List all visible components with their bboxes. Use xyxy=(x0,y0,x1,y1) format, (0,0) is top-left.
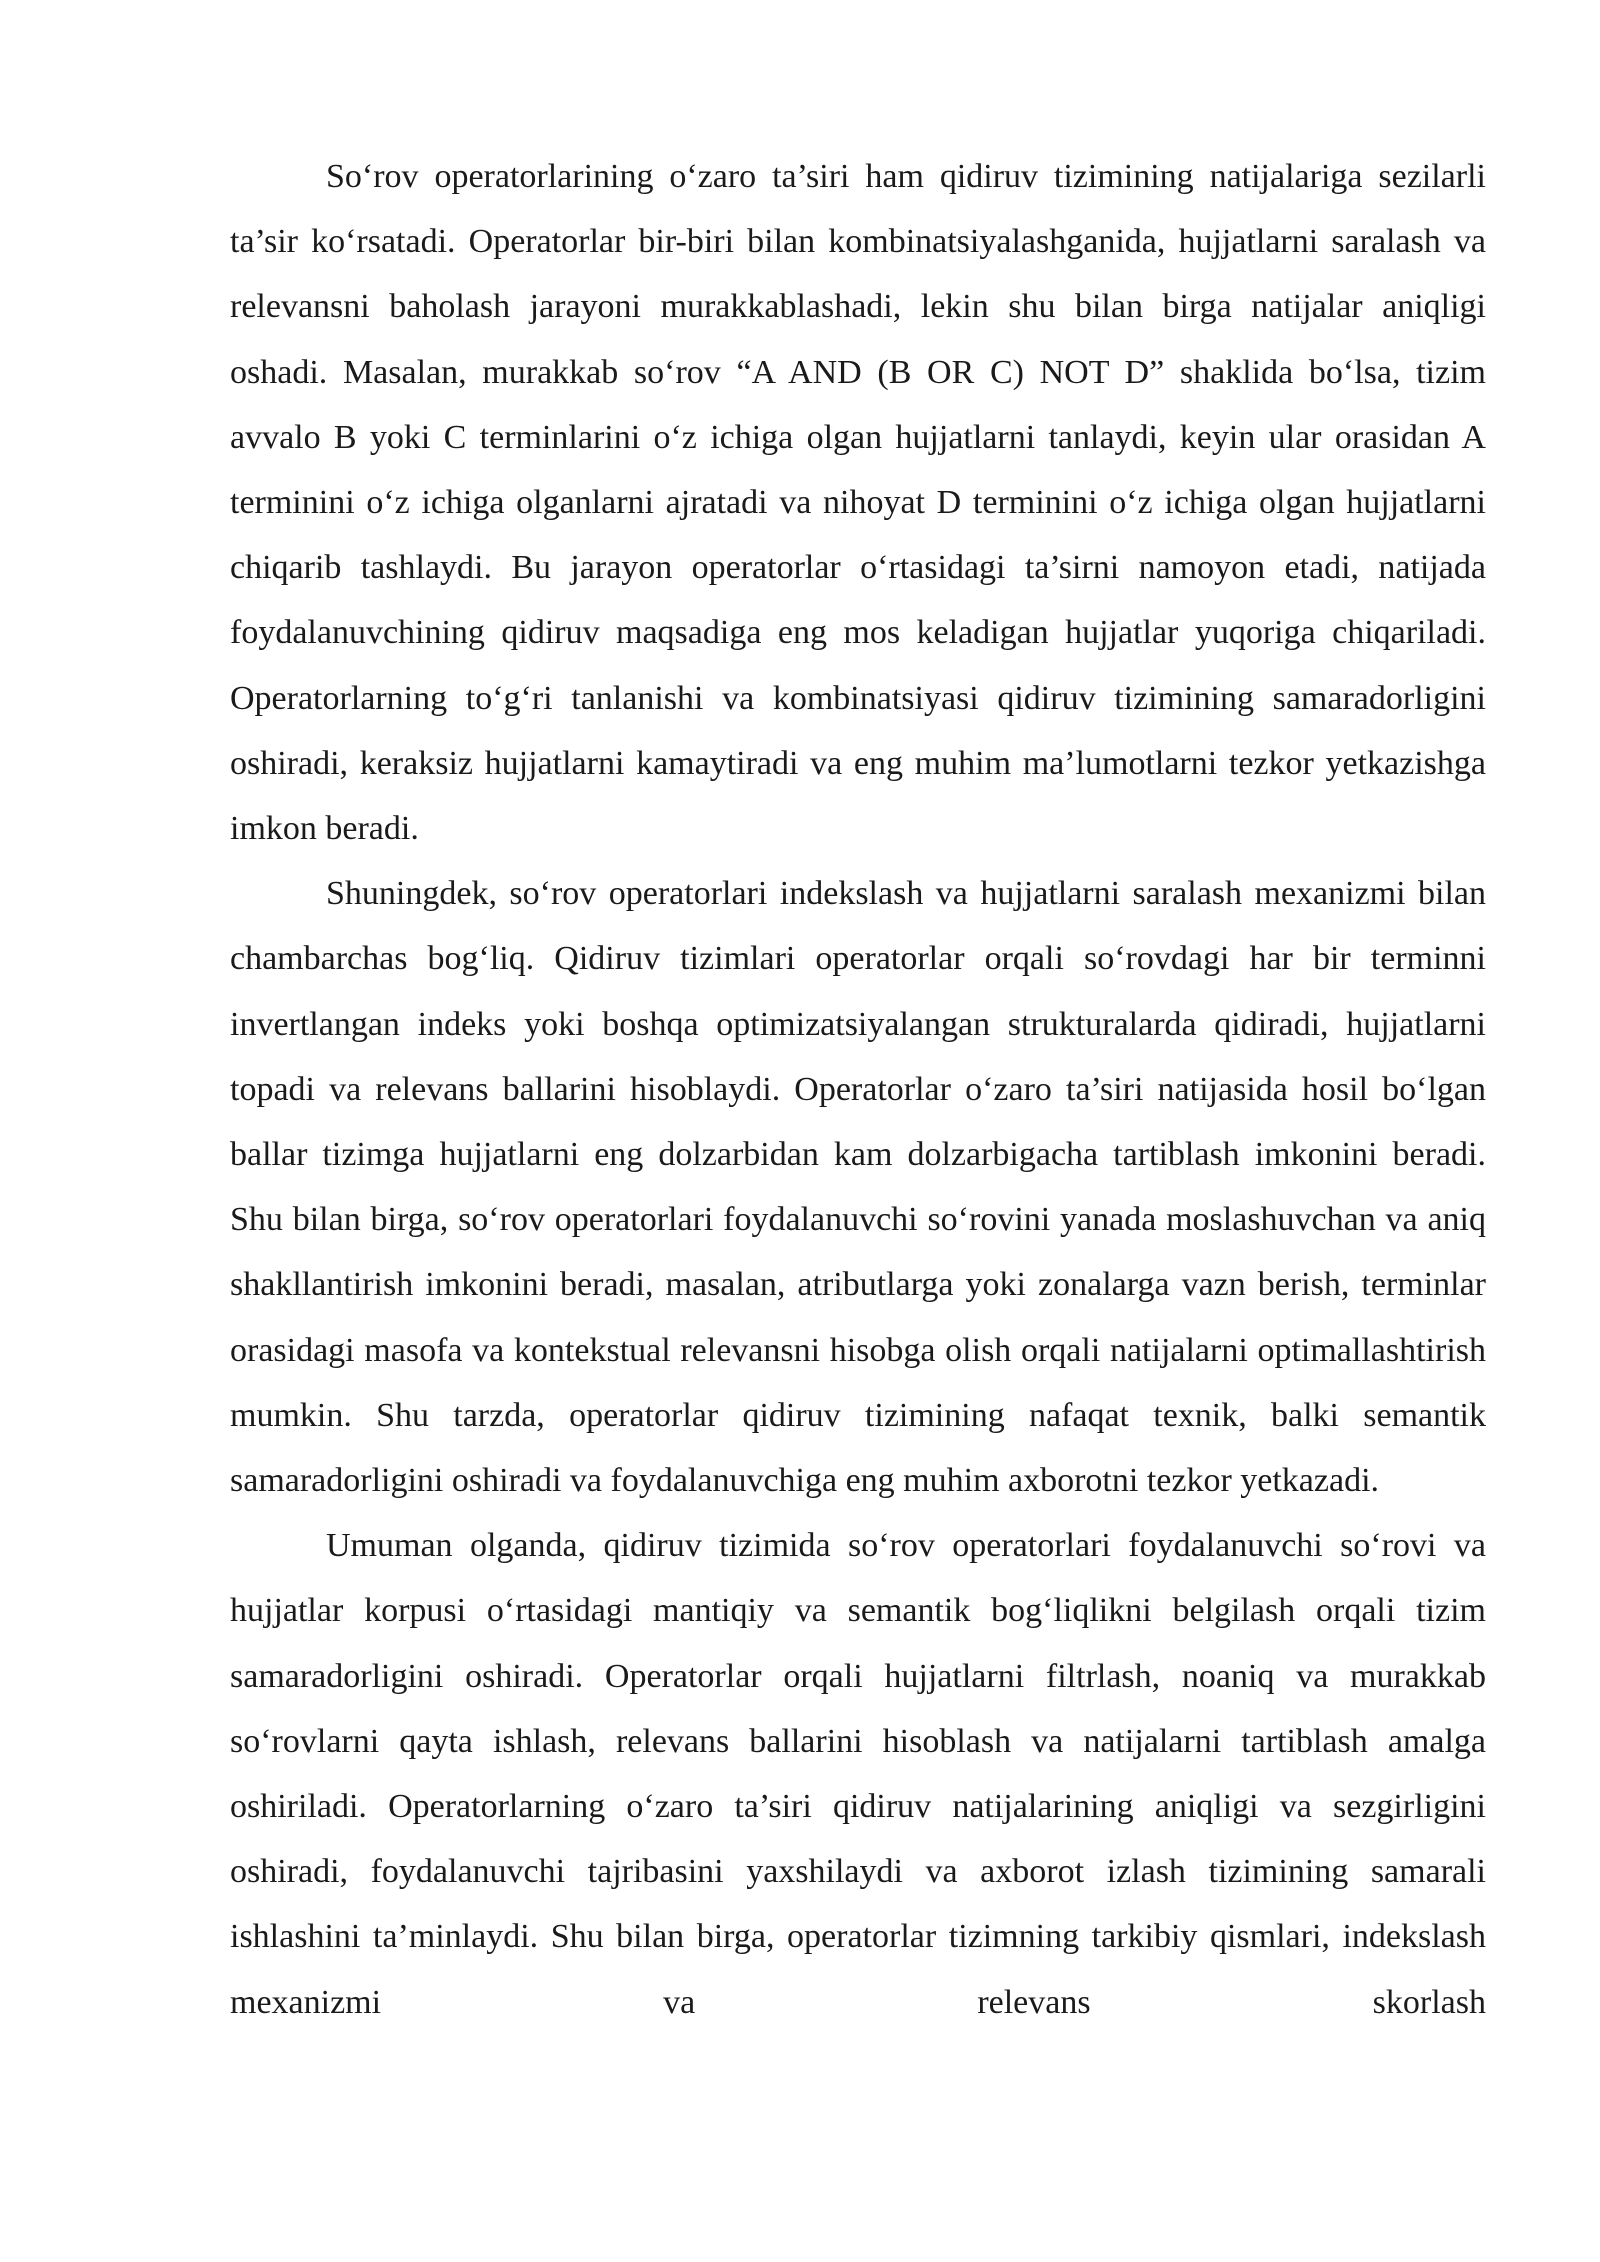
paragraph-2: Shuningdek, so‘rov operatorlari indekslash va hujjatlarni saralash mexanizmi bilan chambarchas bog‘liq. Qidiruv tizimlari operatorlar orqali so‘rovdagi har bir terminni invertlangan indeks yoki boshqa optimizatsiyalangan strukturalarda qidiradi, hujjatlarni topadi va relevans ballarini hisoblaydi. Operatorlar o‘zaro ta’siri natijasida hosil bo‘lgan ballar tizimga hujjatlarni eng dolzarbidan kam dolzarbigacha tartiblash imkonini beradi. Shu bilan birga, so‘rov operatorlari foydalanuvchi so‘rovini yanada moslashuvchan va aniq shakllantirish imkonini beradi, masalan, atributlarga yoki zonalarga vazn berish, terminlar orasidagi masofa va kontekstual relevansni hisobga olish orqali natijalarni optimallashtirish mumkin. Shu tarzda, operatorlar qidiruv tizimining nafaqat texnik, balki semantik samaradorligini oshiradi va foydalanuvchiga eng muhim axborotni tezkor yetkazadi. xyxy=(230,875,1486,1500)
paragraph-3: Umuman olganda, qidiruv tizimida so‘rov operatorlari foydalanuvchi so‘rovi va hujjatlar korpusi o‘rtasidagi mantiqiy va semantik bog‘liqlikni belgilash orqali tizim samaradorligini oshiradi. Operatorlar orqali hujjatlarni filtrlash, noaniq va murakkab so‘rovlarni qayta ishlash, relevans ballarini hisoblash va natijalarni tartiblash amalga oshiriladi. Operatorlarning o‘zaro ta’siri qidiruv natijalarining aniqligi va sezgirligini oshiradi, foydalanuvchi tajribasini yaxshilaydi va axborot izlash tizimining samarali ishlashini ta’minlaydi. Shu bilan birga, operatorlar tizimning tarkibiy qismlari, indekslash mexanizmi va relevans skorlash xyxy=(230,1527,1486,2021)
paragraph-1: So‘rov operatorlarining o‘zaro ta’siri ham qidiruv tizimining natijalariga sezilarli ta’sir ko‘rsatadi. Operatorlar bir-biri bilan kombinatsiyalashganida, hujjatlarni saralash va relevansni baholash jarayoni murakkablashadi, lekin shu bilan birga natijalar aniqligi oshadi. Masalan, murakkab so‘rov “A AND (B OR C) NOT D” shaklida bo‘lsa, tizim avvalo B yoki C terminlarini o‘z ichiga olgan hujjatlarni tanlaydi, keyin ular orasidan A terminini o‘z ichiga olganlarni ajratadi va nihoyat D terminini o‘z ichiga olgan hujjatlarni chiqarib tashlaydi. Bu jarayon operatorlar o‘rtasidagi ta’sirni namoyon etadi, natijada foydalanuvchining qidiruv maqsadiga eng mos keladigan hujjatlar yuqoriga chiqariladi. Operatorlarning to‘g‘ri tanlanishi va kombinatsiyasi qidiruv tizimining samaradorligini oshiradi, keraksiz hujjatlarni kamaytiradi va eng muhim ma’lumotlarni tezkor yetkazishga imkon beradi. xyxy=(230,158,1486,848)
document-body xyxy=(230,144,1486,2035)
